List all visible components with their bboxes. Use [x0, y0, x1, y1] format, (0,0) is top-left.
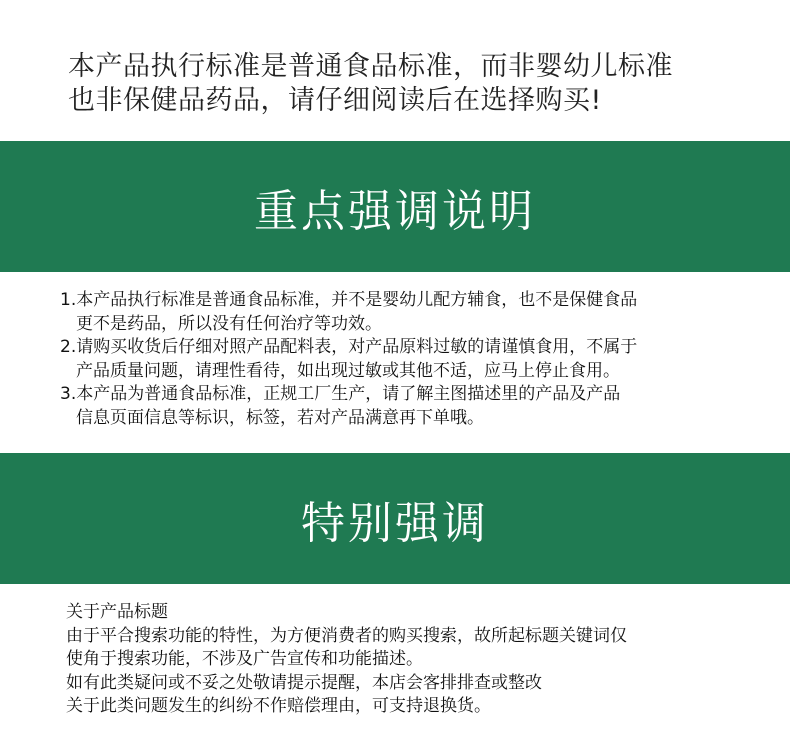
- intro-line-1: 本产品执行标准是普通食品标准，而非婴幼儿标准: [68, 51, 673, 82]
- list-item: [60, 336, 637, 383]
- list-item-line: 更不是药品，所以没有任何治疗等功效。: [76, 313, 382, 334]
- list-item-line: 3.本产品为普通食品标准，正规工厂生产，请了解主图描述里的产品及产品: [60, 384, 621, 404]
- notice-line: 由于平合搜索功能的特性，为方便消费者的购买搜索，故所起标题关键词仅: [66, 625, 627, 646]
- list-item-line: 信息页面信息等标识，标签，若对产品满意再下单哦。: [76, 407, 484, 428]
- section-banner-special-notice: [0, 453, 790, 584]
- list-item-line: 2.请购买收货后仔细对照产品配料表，对产品原料过敏的请谨慎食用，不属于: [60, 337, 638, 357]
- notice-line: 关于此类问题发生的纠纷不作赔偿理由，可支持退换货。: [66, 696, 491, 716]
- key-points-list: [60, 289, 637, 430]
- special-notice-text: [66, 601, 627, 719]
- section-title-key-points: 重点强调说明: [254, 185, 536, 237]
- notice-line: 如有此类疑问或不妥之处敬请提示提醒，本店会客排排查或整改: [66, 672, 542, 693]
- list-item-line: 1.本产品执行标准是普通食品标准，并不是婴幼儿配方辅食，也不是保健食品: [60, 290, 638, 310]
- section-banner-key-points: [0, 141, 790, 272]
- list-item: [60, 383, 637, 430]
- intro-notice: [68, 50, 673, 118]
- intro-line-2: 也非保健品药品，请仔细阅读后在选择购买!: [68, 85, 602, 116]
- notice-heading: 关于产品标题: [66, 602, 168, 622]
- section-title-special-notice: 特别强调: [301, 497, 489, 549]
- list-item: [60, 289, 637, 336]
- notice-line: 使角于搜索功能，不涉及广告宣传和功能描述。: [66, 649, 423, 669]
- list-item-line: 产品质量问题，请理性看待，如出现过敏或其他不适，应马上停止食用。: [76, 360, 620, 381]
